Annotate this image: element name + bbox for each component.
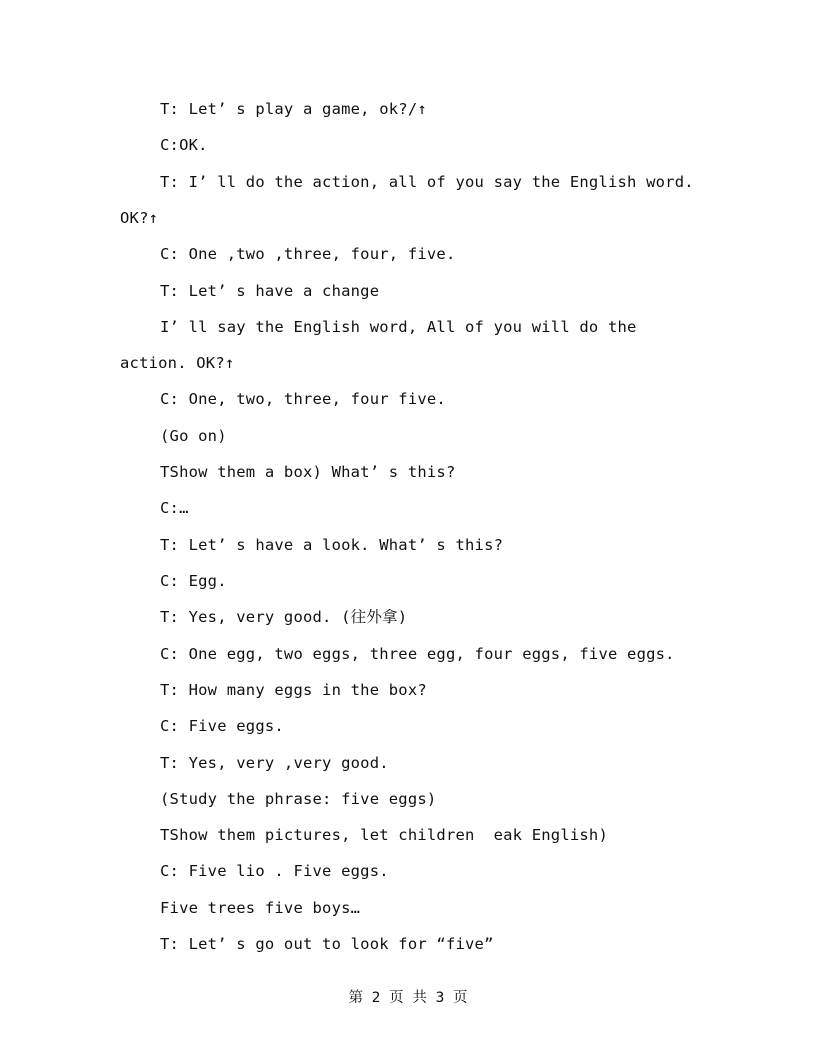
dialogue-line: C: Five eggs. <box>160 717 284 735</box>
dialogue-line: C: One egg, two eggs, three egg, four eggs, five eggs. <box>160 645 675 663</box>
dialogue-line: Five trees five boys… <box>160 899 361 917</box>
dialogue-line: TShow them pictures, let children eak English) <box>160 826 608 844</box>
dialogue-line: T: Yes, very ,very good. <box>160 754 389 772</box>
dialogue-line: T: I’ ll do the action, all of you say the English word. <box>160 173 694 191</box>
dialogue-line: (Go on) <box>160 427 227 445</box>
dialogue-line: T: How many eggs in the box? <box>160 681 427 699</box>
dialogue-line: C: Five lio . Five eggs. <box>160 862 389 880</box>
dialogue-line: C:… <box>160 499 189 517</box>
dialogue-line: OK?↑ <box>120 209 159 227</box>
dialogue-line: C:OK. <box>160 136 208 154</box>
dialogue-line: action. OK?↑ <box>120 354 235 372</box>
dialogue-line: T: Let’ s go out to look for “five” <box>160 935 494 953</box>
dialogue-line: C: One, two, three, four five. <box>160 390 446 408</box>
dialogue-line: I’ ll say the English word, All of you will do the <box>160 318 637 336</box>
dialogue-line: T: Let’ s have a look. What’ s this? <box>160 536 504 554</box>
page-number-footer: 第 2 页 共 3 页 <box>348 990 468 1006</box>
dialogue-line: C: Egg. <box>160 572 227 590</box>
dialogue-line: T: Let’ s have a change <box>160 282 380 300</box>
dialogue-line: (Study the phrase: five eggs) <box>160 790 437 808</box>
dialogue-line: T: Yes, very good. (往外拿) <box>160 608 408 626</box>
dialogue-line: C: One ,two ,three, four, five. <box>160 245 456 263</box>
dialogue-line: TShow them a box) What’ s this? <box>160 463 456 481</box>
dialogue-line: T: Let’ s play a game, ok?/↑ <box>160 100 427 118</box>
